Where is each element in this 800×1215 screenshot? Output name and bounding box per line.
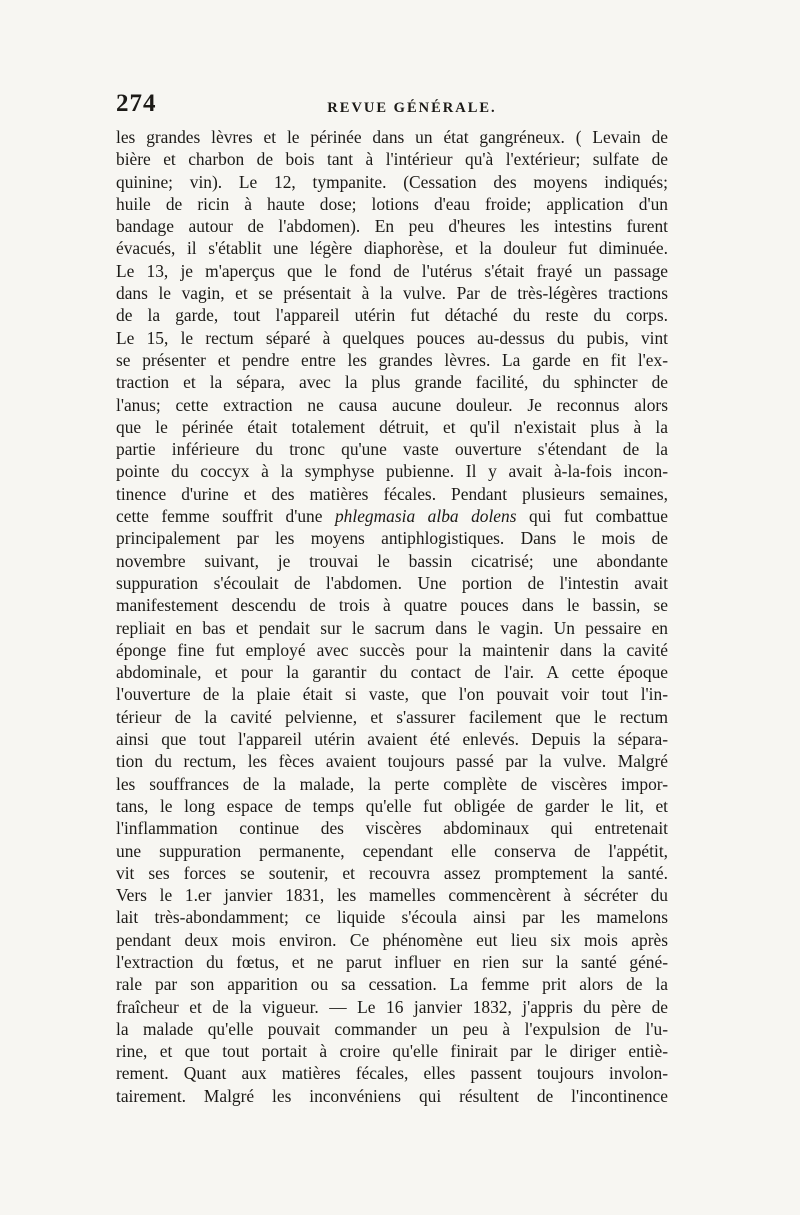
running-head: [116, 90, 668, 126]
text-line: abdominale, et pour la garantir du contact de l'air. A cette époque: [116, 662, 668, 683]
text-line: lait très-abondamment; ce liquide s'écoula ainsi par les mamelons: [116, 907, 668, 928]
text-line: principalement par les moyens antiphlogistiques. Dans le mois de: [116, 528, 668, 549]
text-line: de la garde, tout l'appareil utérin fut détaché du reste du corps.: [116, 305, 668, 326]
text-line: ainsi que tout l'appareil utérin avaient été enlevés. Depuis la sépara-: [116, 729, 668, 750]
text-line: traction et la sépara, avec la plus grande facilité, du sphincter de: [116, 372, 668, 393]
italic-term: phlegmasia alba dolens: [334, 506, 517, 527]
text-line: pendant deux mois environ. Ce phénomène eut lieu six mois après: [116, 929, 668, 950]
text-line: bandage autour de l'abdomen). En peu d'heures les intestins furent: [116, 216, 668, 237]
text-line: partie inférieure du tronc qu'une vaste ouverture s'étendant de la: [116, 439, 668, 460]
text-line: novembre suivant, je trouvai le bassin cicatrisé; une abondante: [116, 550, 668, 571]
page-number: 274: [116, 90, 157, 117]
text-line: Le 13, je m'aperçus que le fond de l'utérus s'était frayé un passage: [116, 260, 668, 281]
text-line: rine, et que tout portait à croire qu'elle finirait par le diriger entiè-: [116, 1041, 668, 1062]
text-line: tairement. Malgré les inconvéniens qui résultent de l'incontinence: [116, 1085, 668, 1106]
text-line: pointe du coccyx à la symphyse pubienne. Il y avait à-la-fois incon-: [116, 461, 668, 482]
text-line: bière et charbon de bois tant à l'intérieur qu'à l'extérieur; sulfate de: [116, 149, 668, 170]
text-line: se présenter et pendre entre les grandes lèvres. La garde en fit l'ex-: [116, 349, 668, 370]
text-line: dans le vagin, et se présentait à la vulve. Par de très-légères tractions: [116, 283, 668, 304]
text-line: une suppuration permanente, cependant elle conserva de l'appétit,: [116, 840, 668, 861]
text-line: huile de ricin à haute dose; lotions d'eau froide; application d'un: [116, 193, 668, 214]
text-line: tans, le long espace de temps qu'elle fut obligée de garder le lit, et: [116, 795, 668, 816]
text-line: les souffrances de la malade, la perte complète de viscères impor-: [116, 773, 668, 794]
text-line: tion du rectum, les fèces avaient toujours passé par la vulve. Malgré: [116, 751, 668, 772]
text-line: les grandes lèvres et le périnée dans un état gangréneux. ( Levain de: [116, 127, 668, 147]
text-line: l'ouverture de la plaie était si vaste, que l'on pouvait voir tout l'in-: [116, 684, 668, 705]
text-line: la malade qu'elle pouvait commander un peu à l'expulsion de l'u-: [116, 1018, 668, 1039]
text-line: l'anus; cette extraction ne causa aucune douleur. Je reconnus alors: [116, 394, 668, 415]
text-line: l'extraction du fœtus, et ne parut influer en rien sur la santé géné-: [116, 951, 668, 972]
text-line: fraîcheur et de la vigueur. — Le 16 janvier 1832, j'appris du père de: [116, 996, 668, 1017]
text-line: manifestement descendu de trois à quatre pouces dans le bassin, se: [116, 595, 668, 616]
text-line: évacués, il s'établit une légère diaphorèse, et la douleur fut diminuée.: [116, 238, 668, 259]
text-line: Le 15, le rectum séparé à quelques pouces au-dessus du pubis, vint: [116, 327, 668, 348]
text-line: éponge fine fut employé avec succès pour la maintenir dans la cavité: [116, 639, 668, 660]
page: [116, 90, 668, 1107]
text-line: cette femme souffrit d'une phlegmasia alba dolens qui fut combattue: [116, 506, 668, 527]
text-line: vit ses forces se soutenir, et recouvra assez promptement la santé.: [116, 862, 668, 883]
text-line: rement. Quant aux matières fécales, elles passent toujours involon-: [116, 1063, 668, 1084]
text-line: rale par son apparition ou sa cessation. La femme prit alors de la: [116, 974, 668, 995]
text-line: suppuration s'écoulait de l'abdomen. Une portion de l'intestin avait: [116, 572, 668, 593]
text-line: que le périnée était totalement détruit, et qu'il n'existait plus à la: [116, 416, 668, 437]
text-line: repliait en bas et pendait sur le sacrum dans le vagin. Un pessaire en: [116, 617, 668, 638]
text-line: tinence d'urine et des matières fécales. Pendant plusieurs semaines,: [116, 483, 668, 504]
journal-title: REVUE GÉNÉRALE.: [327, 100, 497, 116]
text-line: l'inflammation continue des viscères abdominaux qui entretenait: [116, 818, 668, 839]
text-line: quinine; vin). Le 12, tympanite. (Cessation des moyens indiqués;: [116, 171, 668, 192]
text-line: térieur de la cavité pelvienne, et s'assurer facilement que le rectum: [116, 706, 668, 727]
text-line: Vers le 1.er janvier 1831, les mamelles commencèrent à sécréter du: [116, 885, 668, 906]
body-text: [116, 126, 668, 1107]
